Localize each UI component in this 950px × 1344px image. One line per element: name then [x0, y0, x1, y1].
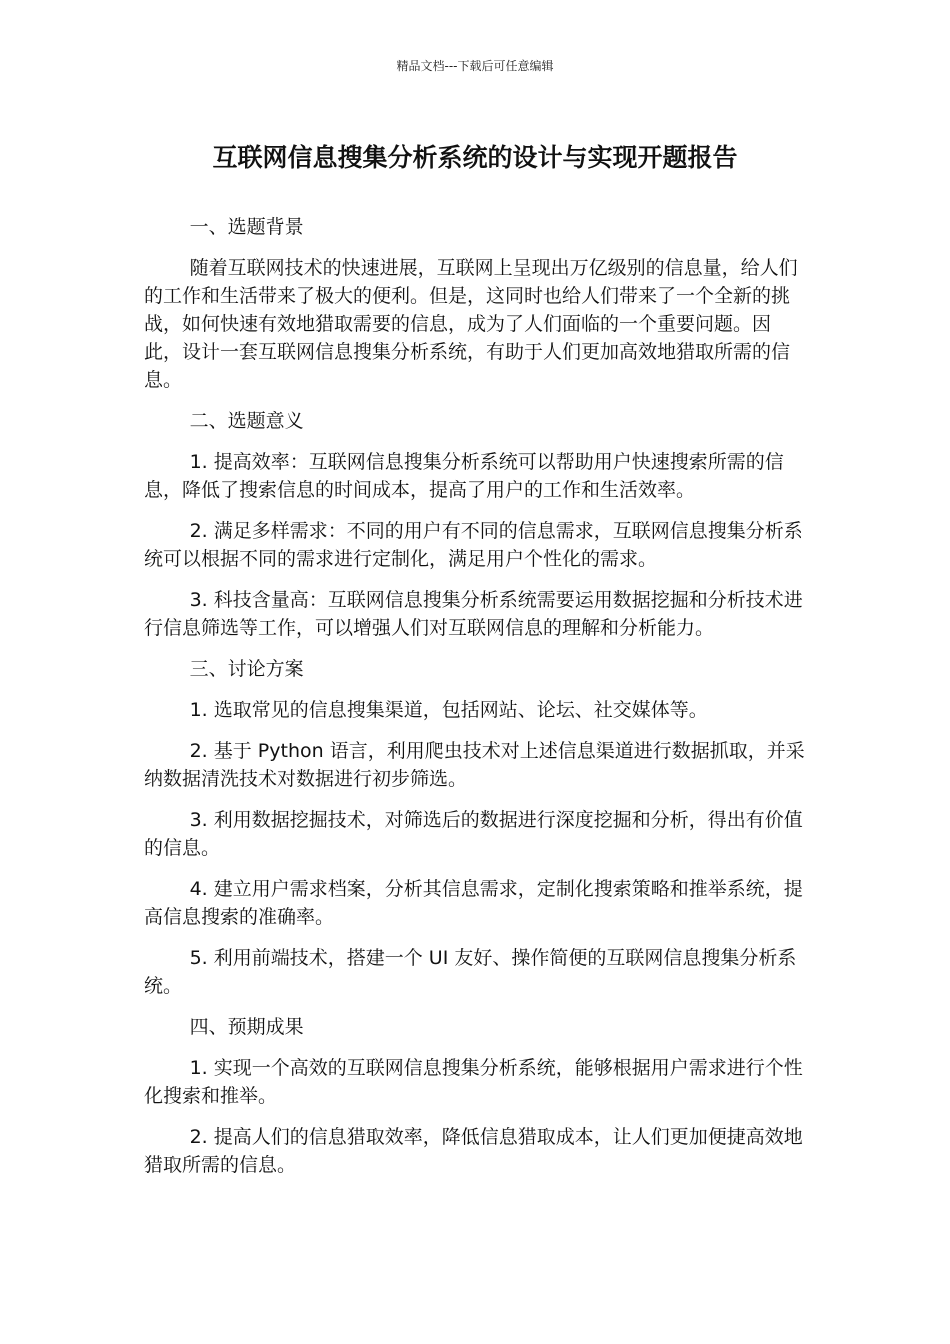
- significance-item-2: 2. 满足多样需求：不同的用户有不同的信息需求，互联网信息搜集分析系统可以根据不同的需求进行定制化，满足用户个性化的需求。: [144, 520, 803, 570]
- plan-item-2: 2. 基于 Python 语言，利用爬虫技术对上述信息渠道进行数据抓取，并采纳数据清洗技术对数据进行初步筛选。: [144, 740, 805, 790]
- section-heading-significance: 二、选题意义: [189, 410, 304, 432]
- section-heading-outcomes: 四、预期成果: [189, 1016, 304, 1038]
- outcome-item-2: 2. 提高人们的信息猎取效率，降低信息猎取成本，让人们更加便捷高效地猎取所需的信息。: [144, 1126, 803, 1176]
- section-heading-background: 一、选题背景: [189, 216, 304, 238]
- document-body: [144, 213, 806, 1192]
- background-paragraph: 随着互联网技术的快速进展，互联网上呈现出万亿级别的信息量，给人们的工作和生活带来了极大的便利。但是，这同时也给人们带来了一个全新的挑战，如何快速有效地猎取需要的信息，成为了人们面临的一个重要问题。因此，设计一套互联网信息搜集分析系统，有助于人们更加高效地猎取所需的信息。: [144, 257, 798, 391]
- significance-item-3: 3. 科技含量高：互联网信息搜集分析系统需要运用数据挖掘和分析技术进行信息筛选等工作，可以增强人们对互联网信息的理解和分析能力。: [144, 589, 803, 639]
- document-title: 互联网信息搜集分析系统的设计与实现开题报告: [212, 143, 738, 172]
- plan-item-4: 4. 建立用户需求档案，分析其信息需求，定制化搜索策略和推举系统，提高信息搜索的准确率。: [144, 878, 803, 928]
- plan-item-3: 3. 利用数据挖掘技术，对筛选后的数据进行深度挖掘和分析，得出有价值的信息。: [144, 809, 803, 859]
- plan-item-5: 5. 利用前端技术，搭建一个 UI 友好、操作简便的互联网信息搜集分析系统。: [144, 947, 797, 997]
- plan-item-1: 1. 选取常见的信息搜集渠道，包括网站、论坛、社交媒体等。: [189, 699, 708, 721]
- significance-item-1: 1. 提高效率：互联网信息搜集分析系统可以帮助用户快速搜索所需的信息，降低了搜索信息的时间成本，提高了用户的工作和生活效率。: [144, 451, 784, 501]
- header-note: 精品文档---下载后可任意编辑: [396, 59, 554, 73]
- section-heading-plan: 三、讨论方案: [189, 658, 304, 680]
- outcome-item-1: 1. 实现一个高效的互联网信息搜集分析系统，能够根据用户需求进行个性化搜索和推举。: [144, 1057, 803, 1107]
